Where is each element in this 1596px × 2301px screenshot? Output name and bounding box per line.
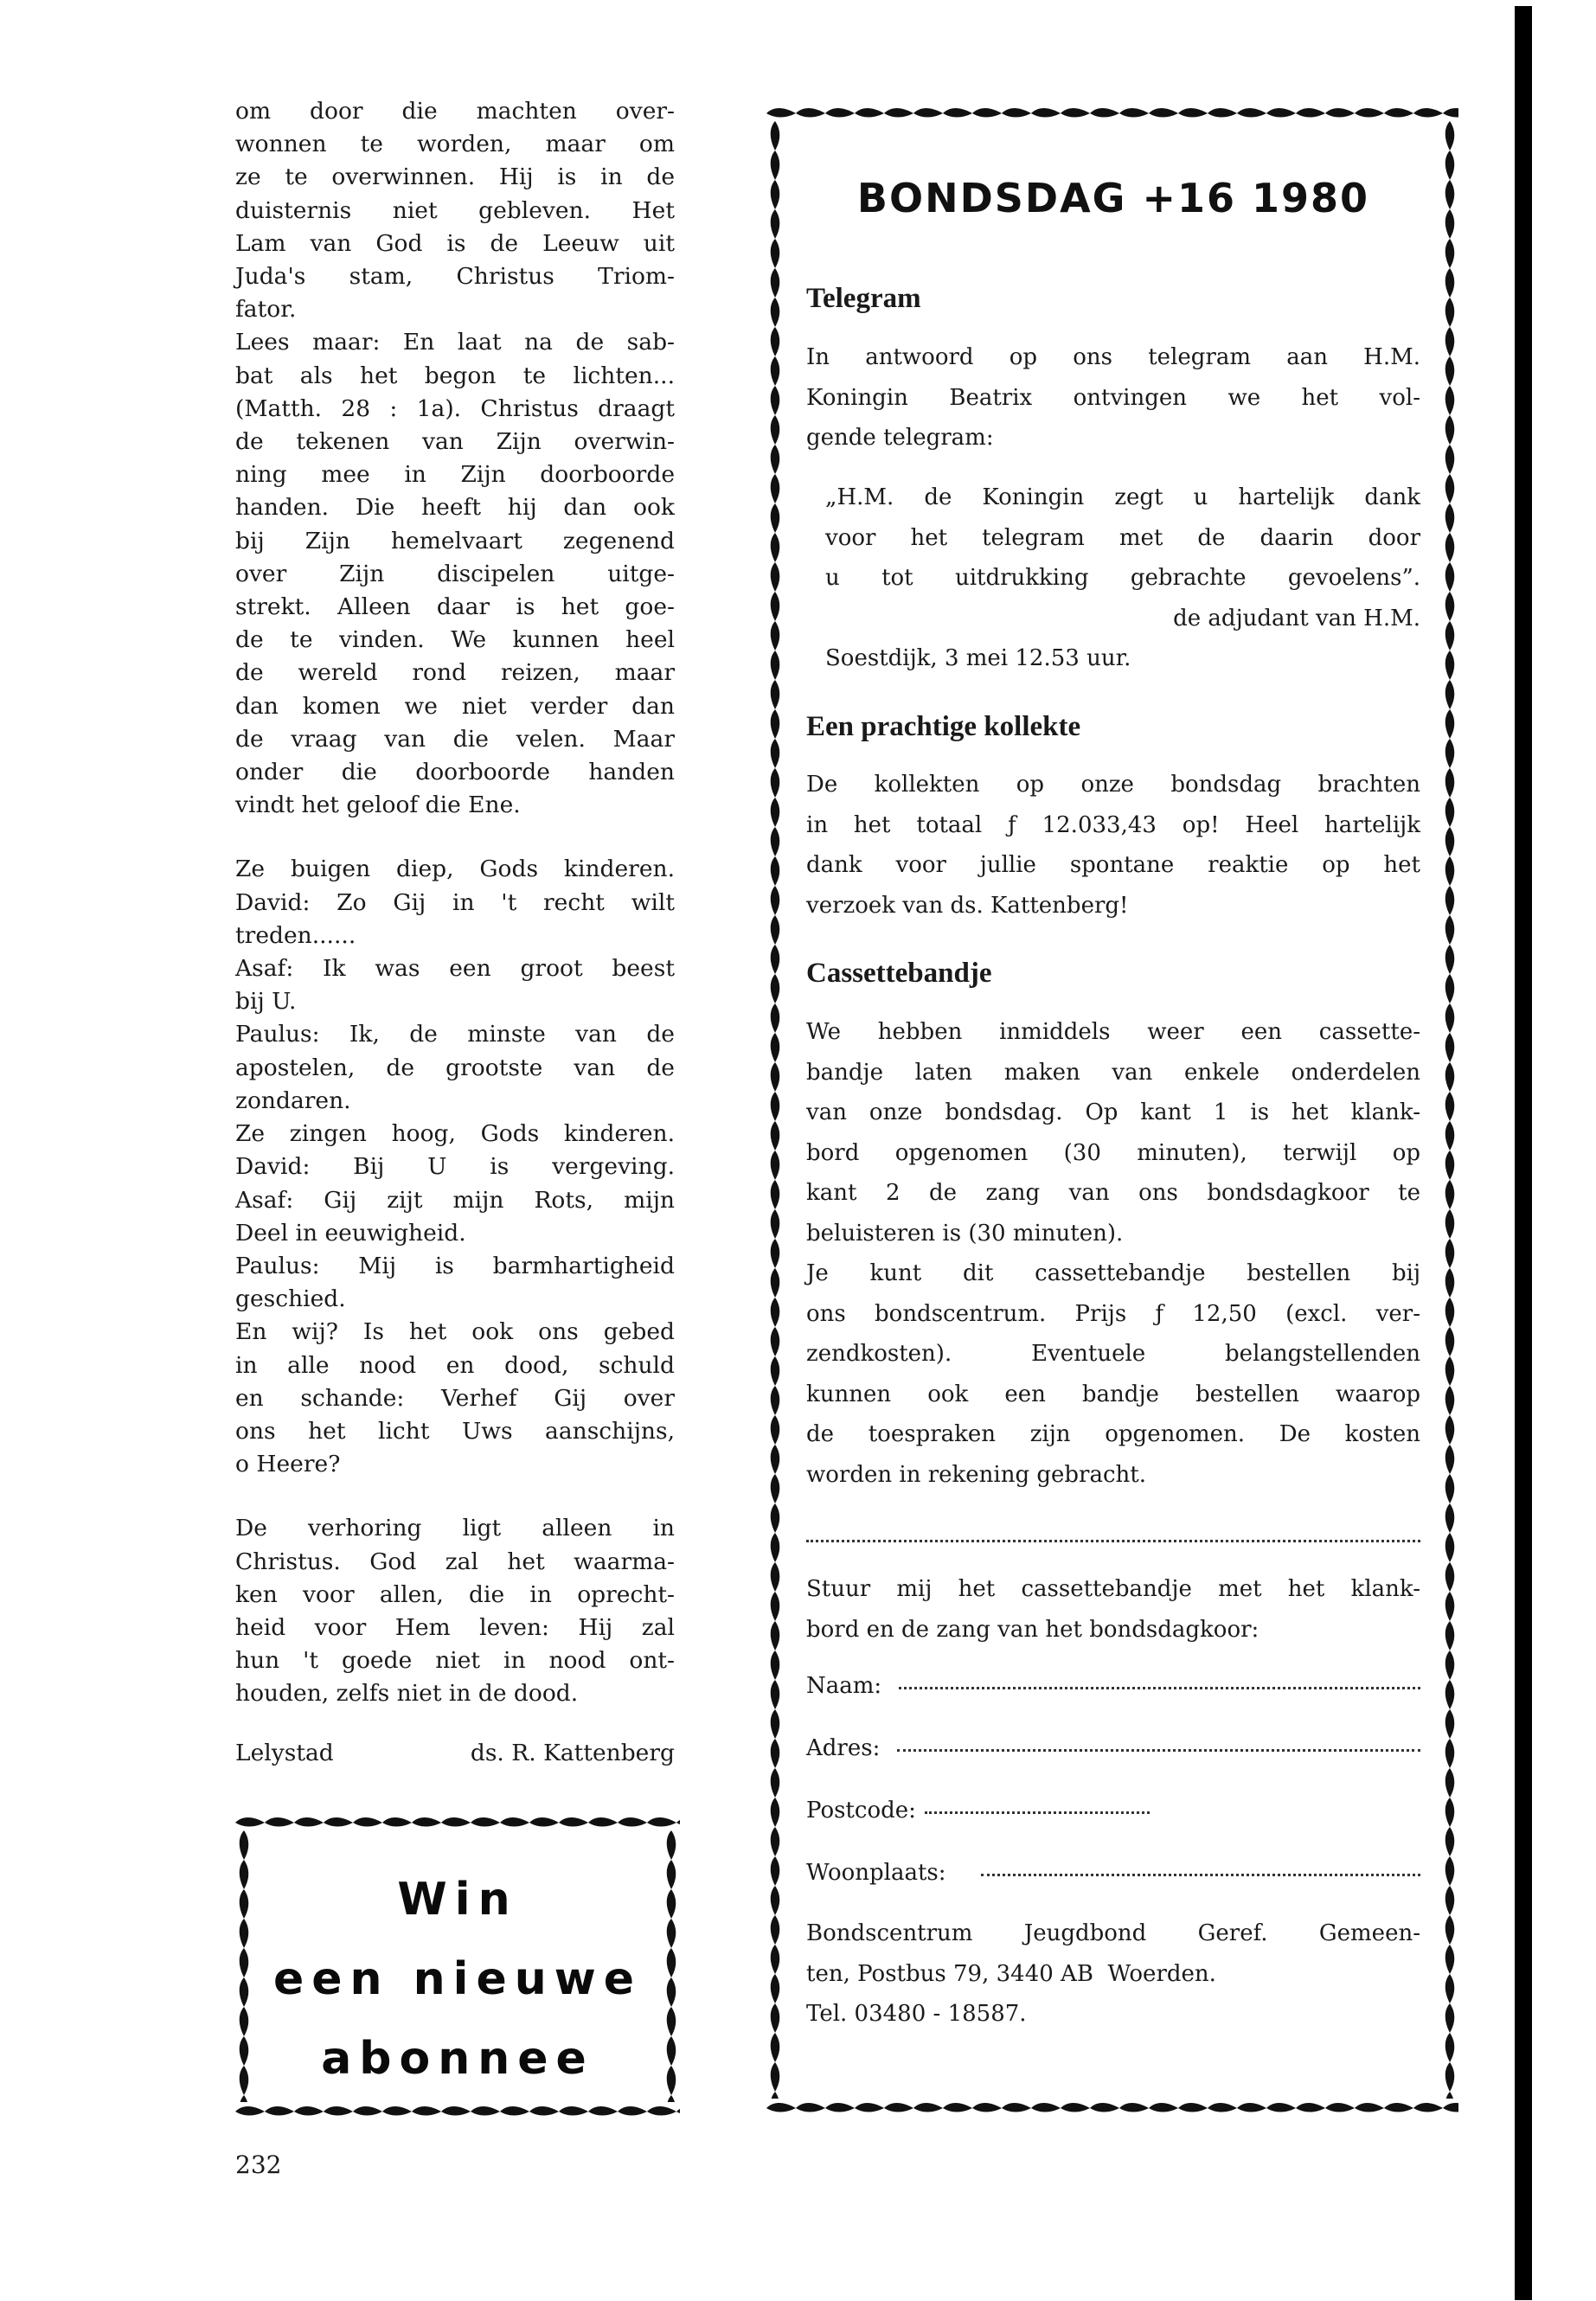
text-line: Lees maar: En laat na de sab-: [235, 329, 675, 356]
kollekte-text: [806, 765, 1420, 926]
page-number: 232: [235, 2150, 282, 2179]
text-line: van onze bondsdag. Op kant 1 is het klank-: [806, 1099, 1420, 1125]
adres-input[interactable]: [897, 1749, 1420, 1752]
text-line: zendkosten). Eventuele belangstellenden: [806, 1341, 1420, 1367]
order-intro: [806, 1569, 1420, 1650]
text-line: vindt het geloof die Ene.: [235, 792, 521, 819]
signature-author: ds. R. Kattenberg: [470, 1739, 675, 1766]
text-line: ning mee in Zijn doorboorde: [235, 461, 675, 489]
paragraph-gap: [235, 822, 675, 853]
telegram-place-time: Soestdijk, 3 mei 12.53 uur.: [825, 645, 1131, 671]
text-line: Christus. God zal het waarma-: [235, 1548, 675, 1575]
text-line: houden, zelfs niet in de dood.: [235, 1680, 579, 1708]
text-line: David: Zo Gij in 't recht wilt: [235, 888, 675, 916]
text-line: ten, Postbus 79, 3440 AB Woerden.: [806, 1960, 1216, 1987]
text-line: bat als het begon te lichten...: [235, 362, 675, 389]
bondsdag-box: [766, 106, 1458, 2114]
text-line: dank voor jullie spontane reaktie op het: [806, 852, 1420, 878]
naam-field-row: [806, 1673, 1420, 1699]
text-line: In antwoord op ons telegram aan H.M.: [806, 344, 1420, 370]
bondsdag-title: BONDSDAG +16 1980: [856, 175, 1370, 221]
text-line: Tel. 03480 - 18587.: [806, 2001, 1027, 2027]
text-line: in alle nood en dood, schuld: [235, 1351, 675, 1379]
cassette-text: [806, 1012, 1420, 1495]
text-line: Bondscentrum Jeugdbond Geref. Gemeen-: [806, 1920, 1420, 1946]
text-line: o Heere?: [235, 1451, 341, 1478]
postcode-label: Postcode:: [806, 1798, 916, 1823]
wavy-border-top: [235, 1815, 680, 1829]
text-line: Asaf: Gij zijt mijn Rots, mijn: [235, 1186, 675, 1214]
text-line: De kollekten op onze bondsdag brachten: [806, 772, 1420, 798]
text-line: over Zijn discipelen uitge-: [235, 560, 675, 587]
text-line: „H.M. de Koningin zegt u hartelijk dank: [825, 484, 1420, 510]
text-line: gende telegram:: [806, 425, 994, 451]
naam-input[interactable]: [899, 1687, 1420, 1689]
telegram-heading: Telegram: [806, 283, 921, 314]
text-line: ons het licht Uws aanschijns,: [235, 1417, 675, 1445]
adres-field-row: [806, 1735, 1420, 1761]
wavy-border-left: [237, 1830, 251, 2102]
text-line: Deel in eeuwigheid.: [235, 1219, 466, 1247]
text-line: kant 2 de zang van ons bondsdagkoor te: [806, 1180, 1420, 1206]
wavy-border-bottom: [766, 2100, 1458, 2114]
text-line: fator.: [235, 296, 297, 324]
telegram-intro: [806, 337, 1420, 458]
text-line: bandje laten maken van enkele onderdelen: [806, 1059, 1420, 1086]
text-line: We hebben inmiddels weer een cassette-: [806, 1019, 1420, 1045]
signature: [235, 1737, 675, 1770]
text-line: heid voor Hem leven: Hij zal: [235, 1613, 675, 1641]
bondscentrum-address: [806, 1913, 1420, 2035]
wavy-border-right: [664, 1830, 678, 2102]
text-line: duisternis niet gebleven. Het: [235, 196, 675, 224]
kollekte-heading: Een prachtige kollekte: [806, 711, 1081, 742]
win-line-3: abonnee: [321, 2033, 594, 2085]
text-line: beluisteren is (30 minuten).: [806, 1220, 1124, 1247]
text-line: dan komen we niet verder dan: [235, 692, 675, 720]
telegram-quote: [806, 478, 1420, 679]
naam-label: Naam:: [806, 1673, 882, 1699]
text-line: David: Bij U is vergeving.: [235, 1153, 675, 1181]
text-line: Paulus: Mij is barmhartigheid: [235, 1252, 675, 1279]
text-line: handen. Die heeft hij dan ook: [235, 494, 675, 522]
text-line: Asaf: Ik was een groot beest: [235, 955, 675, 983]
page-edge-bar: [1515, 6, 1532, 2300]
text-line: en schande: Verhef Gij over: [235, 1384, 675, 1412]
text-line: bij U.: [235, 988, 297, 1016]
text-line: ons bondscentrum. Prijs ƒ 12,50 (excl. ver-: [806, 1300, 1420, 1327]
cut-line-separator: [806, 1540, 1420, 1542]
postcode-field-row: [806, 1798, 1420, 1823]
cassette-heading: Cassettebandje: [806, 958, 992, 989]
telegram-signed-by: de adjudant van H.M.: [1173, 605, 1420, 631]
text-line: bord opgenomen (30 minuten), terwijl op: [806, 1139, 1420, 1166]
text-line: Koningin Beatrix ontvingen we het vol-: [806, 384, 1420, 411]
text-line: bij Zijn hemelvaart zegenend: [235, 527, 675, 554]
text-line: Stuur mij het cassettebandje met het klank-: [806, 1576, 1420, 1602]
wavy-border-left: [768, 121, 782, 2099]
text-line: Je kunt dit cassettebandje bestellen bij: [806, 1260, 1420, 1286]
text-line: Lam van God is de Leeuw uit: [235, 229, 675, 257]
woonplaats-label: Woonplaats:: [806, 1860, 946, 1886]
text-line: geschied.: [235, 1285, 346, 1313]
text-line: apostelen, de grootste van de: [235, 1054, 675, 1081]
text-line: En wij? Is het ook ons gebed: [235, 1318, 675, 1346]
text-line: hun 't goede niet in nood ont-: [235, 1647, 675, 1675]
text-line: ze te overwinnen. Hij is in de: [235, 163, 675, 191]
text-line: Ze buigen diep, Gods kinderen.: [235, 856, 675, 883]
text-line: wonnen te worden, maar om: [235, 131, 675, 158]
win-line-1: Win: [397, 1874, 518, 1926]
text-line: bord en de zang van het bondsdagkoor:: [806, 1616, 1259, 1643]
wavy-border-top: [766, 106, 1458, 119]
postcode-input[interactable]: [925, 1811, 1150, 1814]
text-line: om door die machten over-: [235, 98, 675, 125]
woonplaats-input[interactable]: [981, 1874, 1420, 1876]
text-line: u tot uitdrukking gebrachte gevoelens”.: [825, 565, 1420, 591]
win-box-text: [253, 1860, 663, 2099]
text-line: ken voor allen, die in oprecht-: [235, 1580, 675, 1608]
text-line: treden......: [235, 921, 356, 949]
text-line: Juda's stam, Christus Triom-: [235, 263, 675, 291]
text-line: de wereld rond reizen, maar: [235, 659, 675, 687]
paragraph: [235, 853, 675, 1481]
article-left-column: [235, 95, 675, 1770]
text-line: worden in rekening gebracht.: [806, 1461, 1146, 1488]
win-new-subscriber-box: [235, 1815, 680, 2118]
signature-place: Lelystad: [235, 1739, 334, 1766]
text-line: de tekenen van Zijn overwin-: [235, 428, 675, 456]
text-line: zondaren.: [235, 1086, 351, 1114]
text-line: de te vinden. We kunnen heel: [235, 626, 675, 654]
text-line: strekt. Alleen daar is het goe-: [235, 593, 675, 621]
wavy-border-right: [1443, 121, 1457, 2099]
text-line: voor het telegram met de daarin door: [825, 524, 1420, 551]
text-line: Paulus: Ik, de minste van de: [235, 1021, 675, 1048]
text-line: de vraag van die velen. Maar: [235, 725, 675, 753]
text-line: de toespraken zijn opgenomen. De kosten: [806, 1421, 1420, 1447]
text-line: verzoek van ds. Kattenberg!: [806, 892, 1129, 919]
paragraph-gap: [235, 1481, 675, 1512]
text-line: De verhoring ligt alleen in: [235, 1515, 675, 1542]
text-line: (Matth. 28 : 1a). Christus draagt: [235, 394, 675, 422]
win-line-2: een nieuwe: [272, 1953, 643, 2005]
text-line: in het totaal ƒ 12.033,43 op! Heel hartelijk: [806, 811, 1420, 838]
paragraph: [235, 1512, 675, 1710]
text-line: kunnen ook een bandje bestellen waarop: [806, 1381, 1420, 1407]
wavy-border-bottom: [235, 2104, 680, 2118]
text-line: Ze zingen hoog, Gods kinderen.: [235, 1120, 675, 1148]
adres-label: Adres:: [806, 1735, 881, 1761]
text-line: onder die doorboorde handen: [235, 759, 675, 786]
woonplaats-field-row: [806, 1860, 1420, 1886]
paragraph: [235, 95, 675, 822]
